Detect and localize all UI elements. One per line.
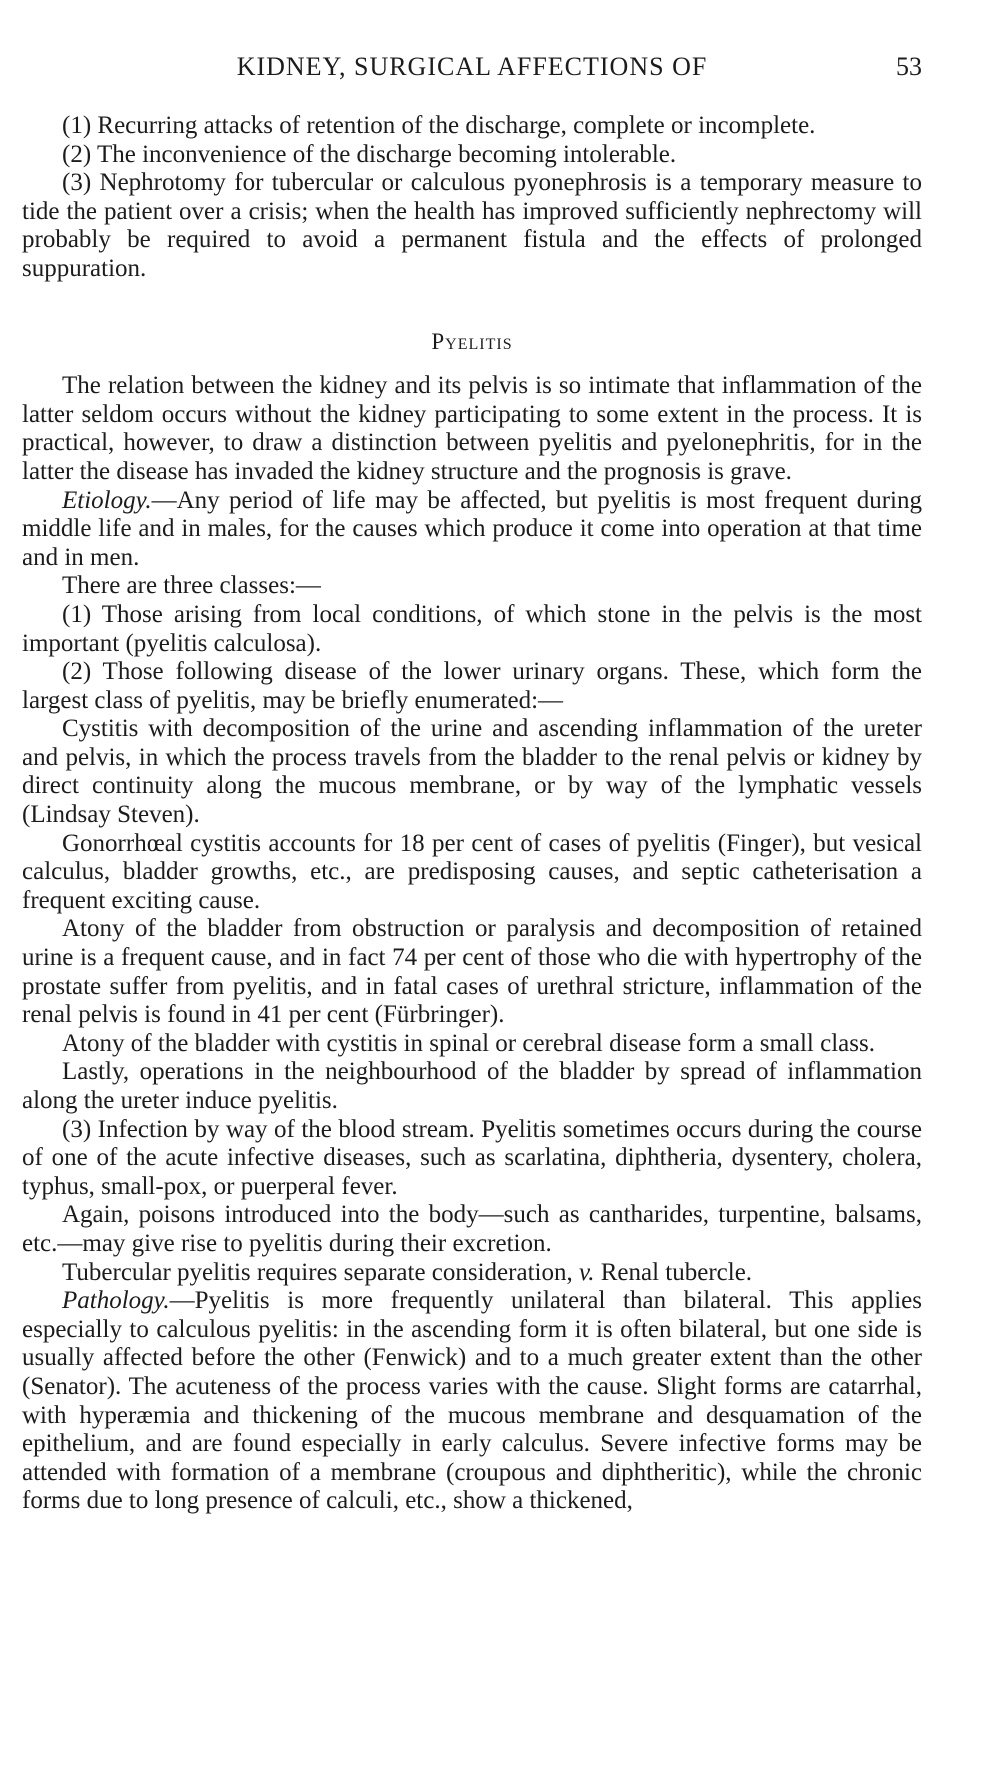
tubercular-text-before: Tubercular pyelitis requires separate consideration, [62, 1258, 579, 1286]
tubercular-italic: v. [578, 1258, 595, 1286]
paragraph: Lastly, operations in the neighbourhood of the bladder by spread of inflammation along the ureter induce pyelitis. [22, 1058, 922, 1114]
paragraph: (2) The inconvenience of the discharge becoming intolerable. [62, 140, 677, 168]
paragraph: (3) Nephrotomy for tubercular or calculous pyonephrosis is a temporary measure to tide the patient over a crisis; when the health has improved sufficiently nephrectomy will probably be required to avoid a permanent fistula and the effects of prolonged suppuration. [22, 169, 922, 282]
section-title: Pyelitis [431, 328, 513, 354]
pathology-text: —Pyelitis is more frequently unilateral than bilateral. This applies especially to calculous pyelitis: in the ascending form it is often bilateral, but one side is usually affected before the other (Fenwick) and to a much greater extent than the other (Senator). The acuteness of the process varies with the cause. Slight forms are catarrhal, with hyperæmia and thickening of the mucous membrane and desquamation of the epithelium, and are found especially in early calculus. Severe infective forms may be attended with formation of a membrane (croupous and diphtheritic), while the chronic forms due to long presence of calculi, etc., show a thickened, [22, 1287, 922, 1515]
paragraph: There are three classes:— [62, 572, 321, 600]
etiology-text: —Any period of life may be affected, but pyelitis is most frequent during middle life and in males, for the causes which produce it come into operation at that time and in men. [22, 486, 922, 571]
paragraph: Gonorrhœal cystitis accounts for 18 per cent of cases of pyelitis (Finger), but vesical calculus, bladder growths, etc., are predisposing causes, and septic catheterisation a frequent exciting cause. [22, 829, 922, 914]
pathology-paragraph [22, 1287, 922, 1516]
paragraph: Again, poisons introduced into the body—such as cantharides, turpentine, balsams, etc.—may give rise to pyelitis during their excretion. [22, 1201, 922, 1257]
paragraph: (1) Recurring attacks of retention of the discharge, complete or incomplete. [62, 112, 816, 139]
paragraph: Cystitis with decomposition of the urine and ascending inflammation of the ureter and pelvis, in which the process travels from the bladder to the renal pelvis or kidney by direct continuity along the mucous membrane, or by way of the lymphatic vessels (Lindsay Steven). [22, 715, 922, 829]
paragraph: (3) Infection by way of the blood stream. Pyelitis sometimes occurs during the course of one of the acute infective diseases, such as scarlatina, diphtheria, dysentery, cholera, typhus, small-pox, or puerperal fever. [22, 1115, 922, 1200]
paragraph: (1) Those arising from local conditions, of which stone in the pelvis is the most important (pyelitis calculosa). [22, 600, 922, 657]
etiology-paragraph [22, 487, 922, 573]
running-head: KIDNEY, SURGICAL AFFECTIONS OF [236, 52, 708, 81]
pathology-label: Pathology. [62, 1287, 170, 1315]
page-number: 53 [896, 52, 922, 81]
paragraph: Atony of the bladder with cystitis in spinal or cerebral disease form a small class. [62, 1029, 875, 1057]
paragraph: Atony of the bladder from obstruction or paralysis and decomposition of retained urine is a frequent cause, and in fact 74 per cent of those who die with hypertrophy of the prostate suffer from pyelitis, and in fatal cases of urethral stricture, inflammation of the renal pelvis is found in 41 per cent (Fürbringer). [22, 915, 922, 1029]
tubercular-text-after: Renal tubercle. [594, 1258, 753, 1286]
tubercular-paragraph [22, 1259, 922, 1288]
body-text [22, 112, 922, 1516]
paragraph: (2) Those following disease of the lower urinary organs. These, which form the largest class of pyelitis, may be briefly enumerated:— [22, 658, 922, 714]
etiology-label: Etiology. [62, 486, 152, 514]
paragraph: The relation between the kidney and its pelvis is so intimate that inflammation of the latter seldom occurs without the kidney participating to some extent in the process. It is practical, however, to draw a distinction between pyelitis and pyelonephritis, for in the latter the disease has invaded the kidney structure and the prognosis is grave. [22, 372, 922, 485]
page-header [22, 52, 922, 92]
